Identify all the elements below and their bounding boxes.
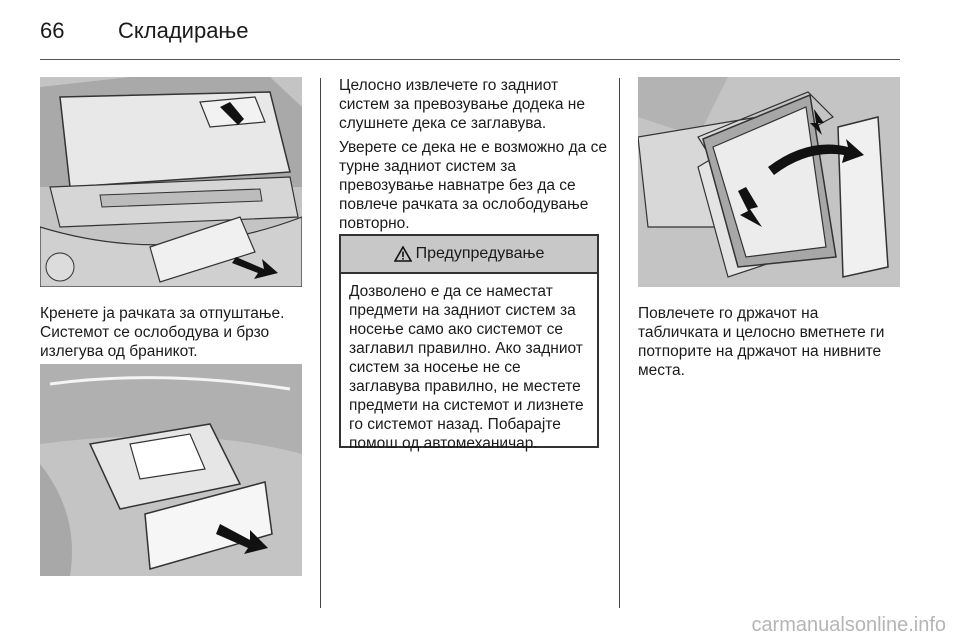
caption-release-handle: Кренете ја рачката за отпуштање. Системот се ослободува и брзо излегува од браникот. [40,305,285,360]
paragraph-extend-fully: Целосно извлечете го задниот систем за превозување додека не слушнете дека се заглавува. [339,77,585,132]
warning-box [339,234,599,452]
warning-triangle-icon [394,246,412,262]
figure-carrier-extending [40,364,302,576]
column-divider-1 [320,78,321,608]
figure-plate-holder [638,77,900,287]
section-title: Складирање [118,18,249,43]
warning-body: Дозволено е да се наместат предмети на задниот систем за носење само ако системот се заглавил правилно. Ако задниот систем за носење не се заглавува правилно, не местете предмети на системот и лизнете го системот назад. Побарајте помош од автомеханичар. [349,283,584,452]
page-number: 66 [40,18,65,43]
paragraph-verify-locked: Уверете се дека не е возможно да се турне задниот систем за превозување навнатре без да се повлече рачката за ослободување повторно. [339,139,607,232]
warning-title: Предупредување [415,245,545,262]
caption-plate-holder: Повлечете го држачот на табличката и целосно вметнете ги потпорите на држачот на нивните места. [638,305,885,379]
warning-header [341,236,597,274]
figure-trunk-release [40,77,302,287]
header-rule [40,59,900,60]
watermark-footer: carmanualsonline.info [751,614,946,636]
column-divider-2 [619,78,620,608]
